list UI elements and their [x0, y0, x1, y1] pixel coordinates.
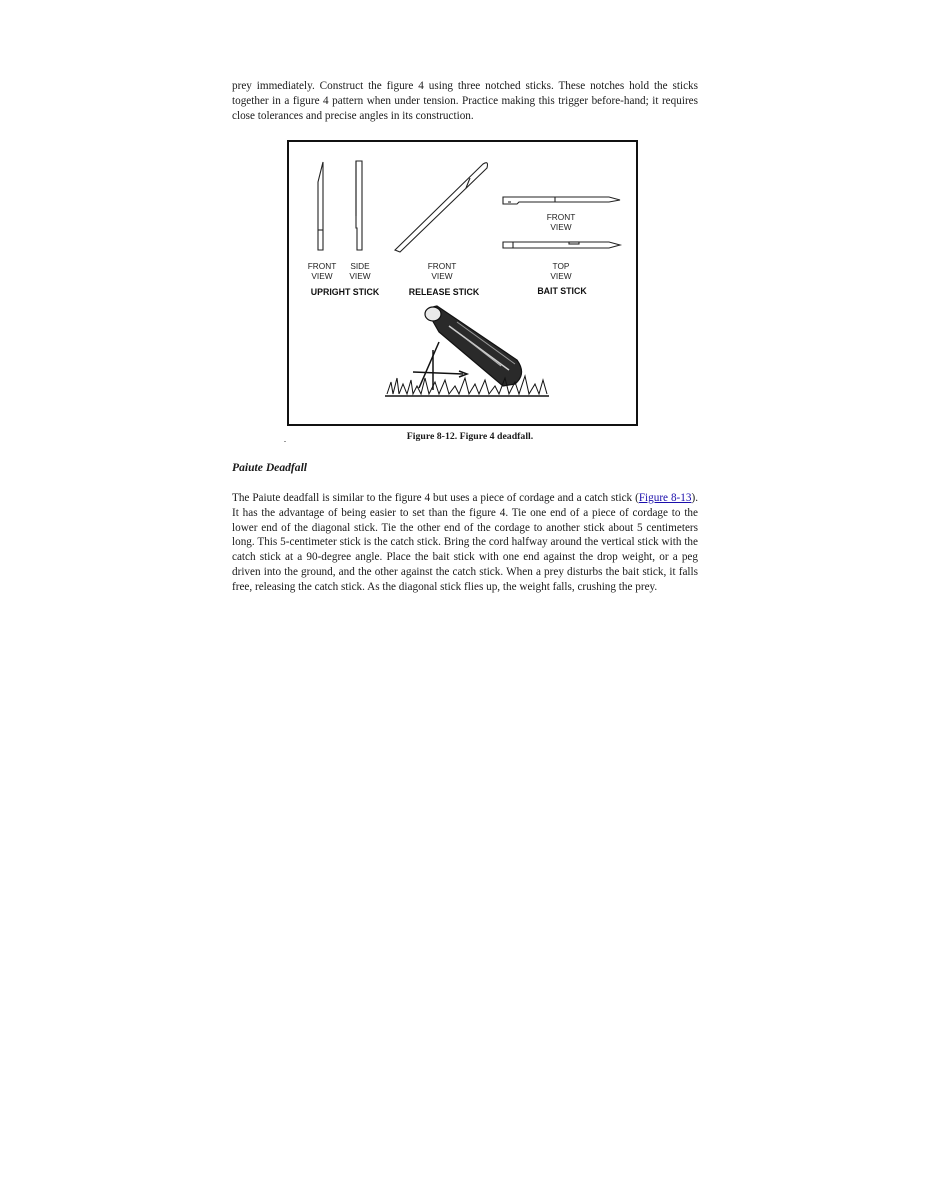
stray-mark: [284, 441, 286, 442]
paiute-deadfall-paragraph: [232, 491, 698, 595]
release-stick-heading: RELEASE STICK: [408, 287, 480, 297]
bait-stick-heading: BAIT STICK: [537, 286, 587, 296]
bait-front-view-label: FRONT VIEW: [546, 212, 576, 232]
bait-stick-top-view-drawing: [503, 242, 620, 248]
section-heading: Paiute Deadfall: [232, 461, 308, 474]
bait-top-view-label: TOP VIEW: [550, 261, 572, 281]
grass-drawing: [385, 376, 549, 396]
upright-stick-front-view-drawing: [318, 162, 323, 250]
upright-stick-side-view-drawing: [356, 161, 362, 250]
figure-caption: Figure 8-12. Figure 4 deadfall.: [406, 431, 534, 442]
upright-stick-heading: UPRIGHT STICK: [310, 287, 380, 297]
intro-paragraph: prey immediately. Construct the figure 4 using three notched sticks. These notches hold the sticks together in a figure 4 pattern when under tension. Practice making this trigger before-hand; it requires close tolerances and precise angles in its construction.: [232, 80, 698, 122]
figure-8-13-link[interactable]: Figure 8-13: [638, 492, 692, 504]
bait-stick-front-view-drawing: [503, 197, 620, 204]
release-stick-drawing: [395, 163, 488, 252]
release-front-view-label: FRONT VIEW: [427, 261, 457, 281]
upright-front-view-label: FRONT VIEW: [307, 261, 337, 281]
deadfall-log-drawing: [425, 306, 522, 386]
body-text-after-link: ). It has the advantage of being easier to set than the figure 4. Tie one end of a piece of cordage to the lower end of the diagonal stick. Tie the other end of the cordage to another stick about 5 centimeters long. This 5-centimeter stick is the catch stick. Bring the cord halfway around the vertical stick with the catch stick at a 90-degree angle. Place the bait stick with one end against the drop weight, or a peg driven into the ground, and the other against the catch stick. When a prey disturbs the bait stick, it falls free, releasing the catch stick. As the diagonal stick flies up, the weight falls, crushing the prey.: [232, 492, 698, 593]
figure-drawing: [289, 142, 636, 424]
body-text-before-link: The Paiute deadfall is similar to the figure 4 but uses a piece of cordage and a catch stick (: [232, 492, 639, 504]
upright-side-view-label: SIDE VIEW: [349, 261, 371, 281]
figure-4-deadfall-illustration: [287, 140, 638, 426]
